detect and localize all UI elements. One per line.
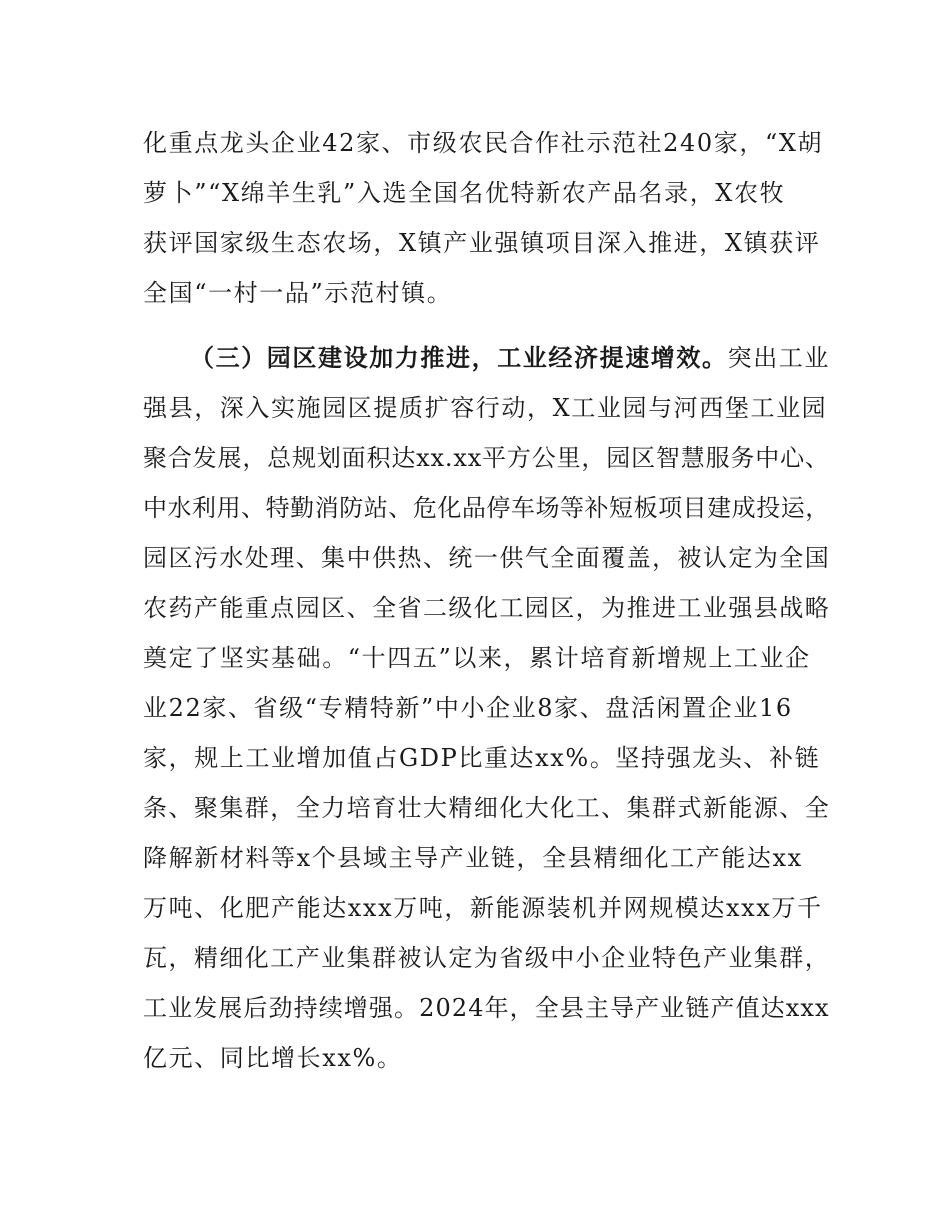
- section-first-line-text: 突出工业: [727, 344, 831, 372]
- paragraph-line: 奠定了坚实基础。“十四五”以来，累计培育新增规上工业企: [143, 644, 811, 672]
- paragraph-line: 业22家、省级“专精特新”中小企业8家、盘活闲置企业16: [143, 694, 793, 722]
- paragraph-line: 获评国家级生态农场，X镇产业强镇项目深入推进，X镇获评: [143, 229, 821, 257]
- paragraph-line: 萝卜”“X绵羊生乳”入选全国名优特新农产品名录，X农牧: [143, 179, 786, 207]
- paragraph-line: 条、聚集群，全力培育壮大精细化大化工、集群式新能源、全: [143, 794, 831, 822]
- paragraph-line: 农药产能重点园区、全省二级化工园区，为推进工业强县战略: [143, 594, 831, 622]
- paragraph-line: 中水利用、特勤消防站、危化品停车场等补短板项目建成投运，: [143, 494, 830, 522]
- paragraph-line: 工业发展后劲持续增强。2024年，全县主导产业链产值达xxx: [143, 994, 830, 1022]
- paragraph-line: 聚合发展，总规划面积达xx.xx平方公里，园区智慧服务中心、: [143, 444, 830, 472]
- paragraph-line: 化重点龙头企业42家、市级农民合作社示范社240家，“X胡: [143, 129, 824, 157]
- paragraph-line: 强县，深入实施园区提质扩容行动，X工业园与河西堡工业园: [143, 394, 828, 422]
- paragraph-line: 瓦，精细化工产业集群被认定为省级中小企业特色产业集群，: [143, 944, 831, 972]
- paragraph-line: 降解新材料等x个县域主导产业链，全县精细化工产能达xx: [143, 844, 803, 872]
- paragraph-line: 全国“一村一品”示范村镇。: [143, 279, 453, 307]
- paragraph-line: 园区污水处理、集中供热、统一供气全面覆盖，被认定为全国: [143, 544, 831, 572]
- paragraph-line: 家，规上工业增加值占GDP比重达xx%。坚持强龙头、补链: [143, 744, 821, 772]
- section-heading: （三）园区建设加力推进，工业经济提速增效。: [190, 344, 728, 372]
- section-heading-line: [190, 343, 830, 373]
- paragraph-line: 万吨、化肥产能达xxx万吨，新能源装机并网规模达xxx万千: [143, 894, 823, 922]
- paragraph-line: 亿元、同比增长xx%。: [143, 1044, 403, 1072]
